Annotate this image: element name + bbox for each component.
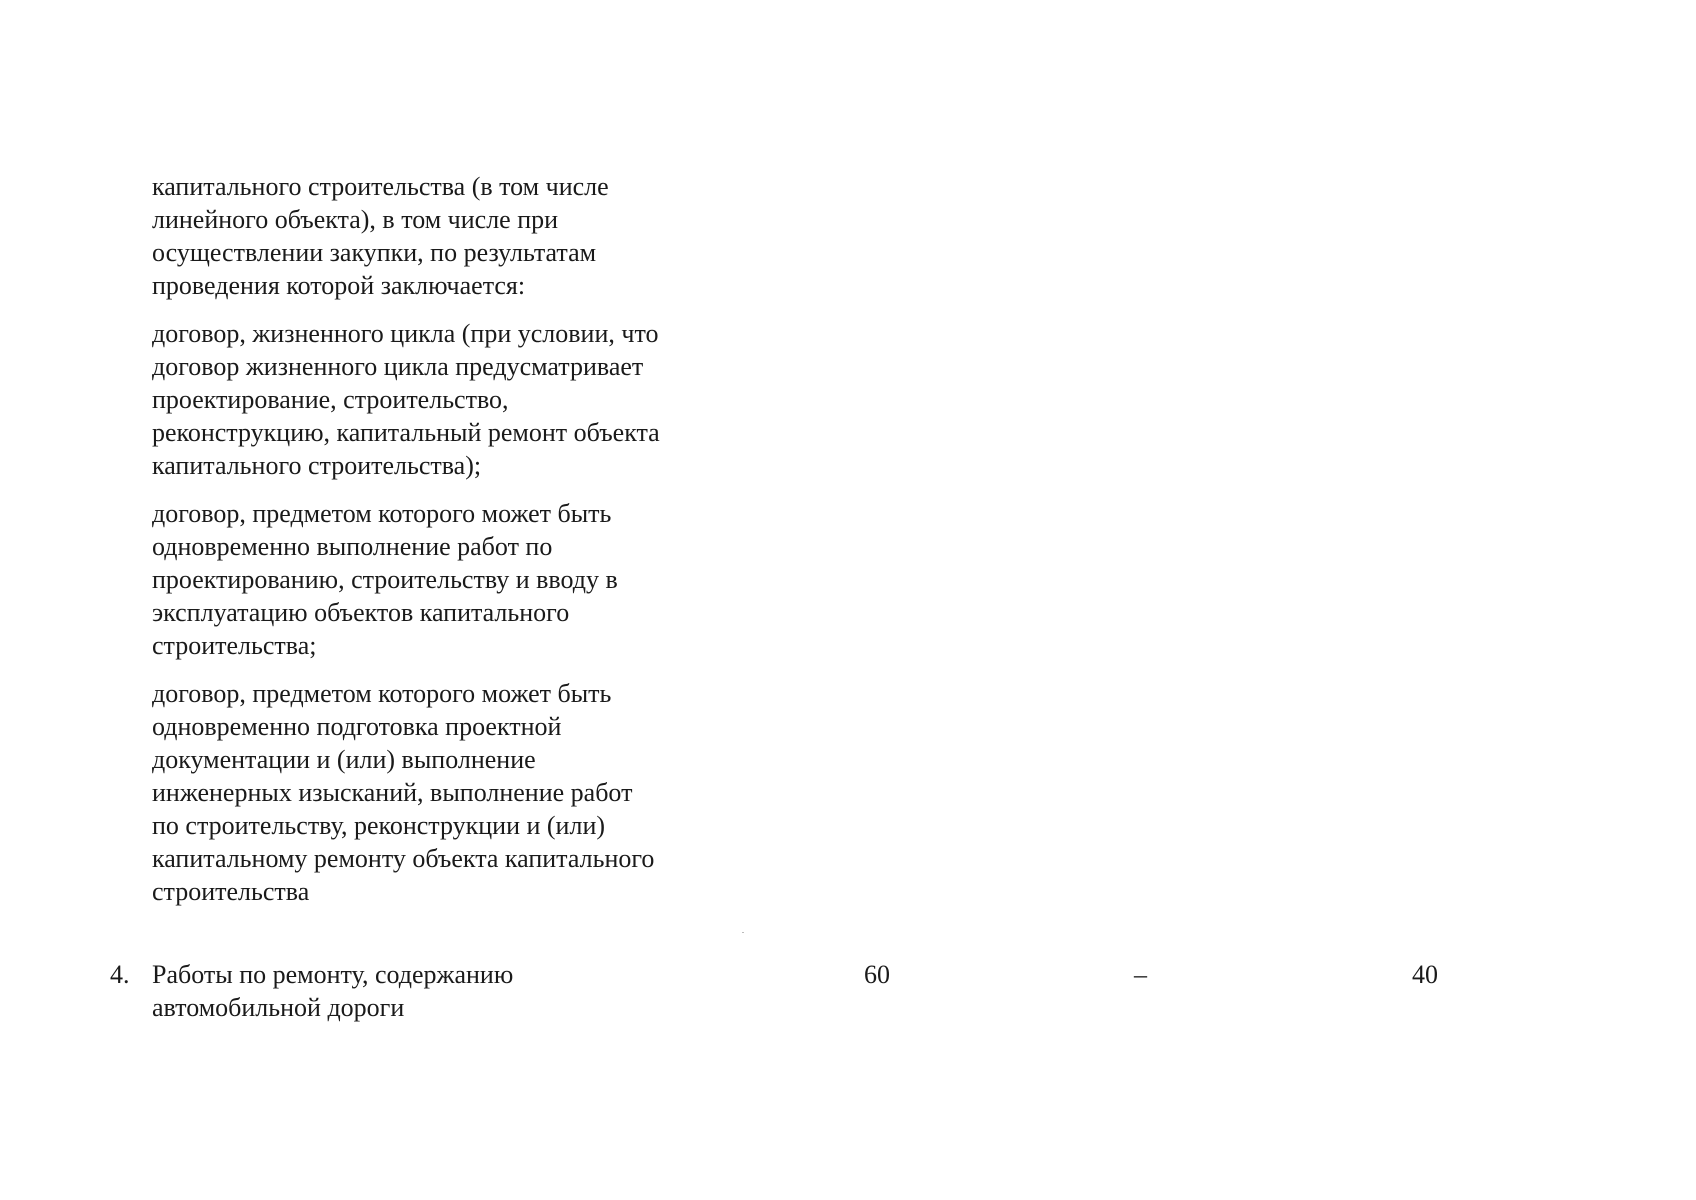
- text-line: одновременно выполнение работ по: [152, 532, 553, 561]
- text-line: документации и (или) выполнение: [152, 745, 536, 774]
- row-number: 4.: [110, 960, 130, 989]
- continuation-text: [152, 170, 752, 923]
- table-cell-col1: 60: [864, 960, 890, 989]
- paragraph: [152, 317, 752, 482]
- text-line: капитальному ремонту объекта капитального: [152, 844, 655, 873]
- paragraph: [152, 677, 752, 908]
- text-line: эксплуатацию объектов капитального: [152, 598, 570, 627]
- paragraph: [152, 170, 752, 302]
- text-line: строительства: [152, 877, 310, 906]
- scan-speck: [742, 932, 744, 933]
- text-line: договор, предметом которого может быть: [152, 679, 612, 708]
- text-line: линейного объекта), в том числе при: [152, 205, 559, 234]
- text-line: по строительству, реконструкции и (или): [152, 811, 606, 840]
- text-line: проведения которой заключается:: [152, 271, 526, 300]
- text-line: договор, предметом которого может быть: [152, 499, 612, 528]
- text-line: одновременно подготовка проектной: [152, 712, 562, 741]
- row-description: [152, 958, 672, 1024]
- table-cell-col3: 40: [1412, 960, 1438, 989]
- table-row: [0, 958, 1696, 1038]
- text-line: капитального строительства);: [152, 451, 482, 480]
- text-line: проектирование, строительство,: [152, 385, 509, 414]
- table-cell-col2: –: [1134, 960, 1147, 989]
- text-line: проектированию, строительству и вводу в: [152, 565, 618, 594]
- text-line: капитального строительства (в том числе: [152, 172, 609, 201]
- text-line: осуществлении закупки, по результатам: [152, 238, 597, 267]
- text-line: Работы по ремонту, содержанию: [152, 960, 514, 989]
- text-line: строительства;: [152, 631, 317, 660]
- text-line: реконструкцию, капитальный ремонт объекта: [152, 418, 660, 447]
- text-line: договор, жизненного цикла (при условии, что: [152, 319, 659, 348]
- text-line: договор жизненного цикла предусматривает: [152, 352, 644, 381]
- text-line: инженерных изысканий, выполнение работ: [152, 778, 633, 807]
- text-line: автомобильной дороги: [152, 993, 405, 1022]
- paragraph: [152, 497, 752, 662]
